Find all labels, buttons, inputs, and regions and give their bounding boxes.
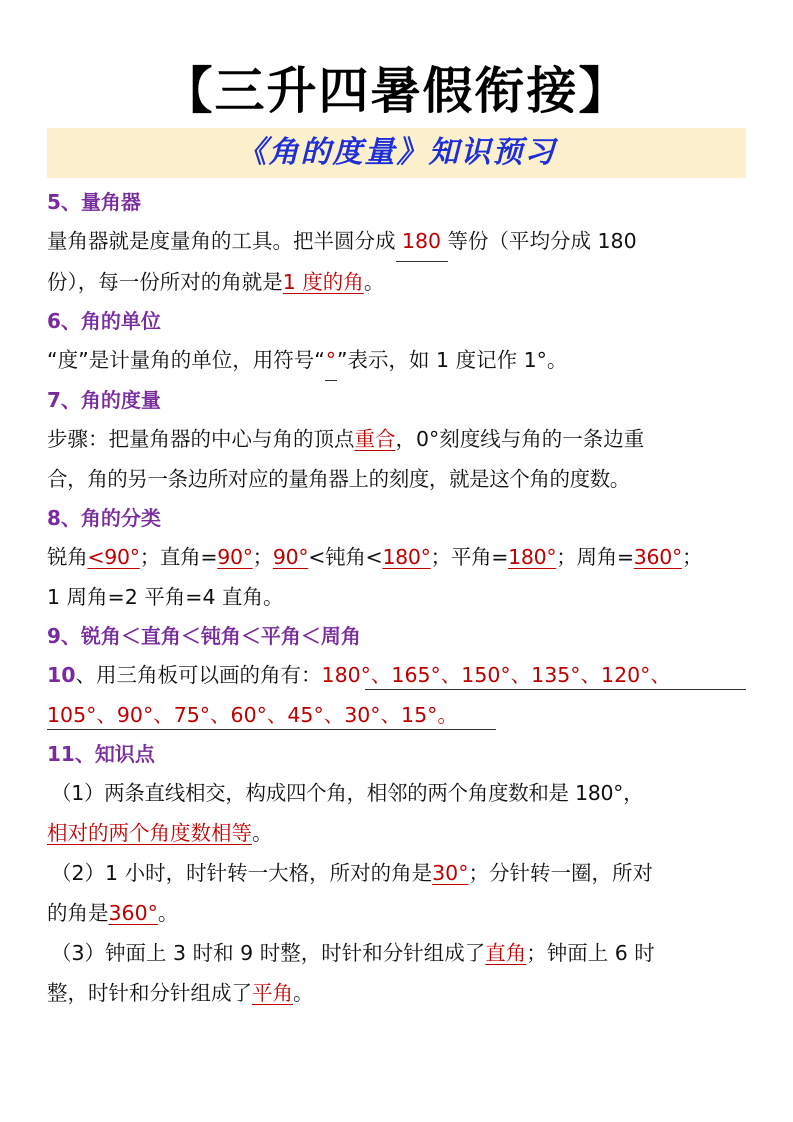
- subtitle-banner: [47, 128, 746, 178]
- page-subtitle: 《角的度量》知识预习: [236, 135, 557, 170]
- answer-blank: 180: [396, 221, 448, 262]
- answer: 90°: [217, 545, 253, 569]
- section-11-item-1-line-1: （1）两条直线相交，构成四个角，相邻的两个角度数和是 180°，: [51, 781, 644, 805]
- answer: 360°: [108, 901, 158, 925]
- answer: 105°、90°、75°、60°、45°、30°、15°。: [47, 703, 458, 727]
- text: 的角是: [47, 901, 109, 925]
- text: ”表示，如 1 度记作 1°。: [336, 348, 568, 372]
- text: 、用三角板可以画的角有：: [75, 663, 322, 687]
- page-title: 【三升四暑假衔接】: [162, 61, 631, 120]
- answer: <90°: [87, 545, 140, 569]
- section-5-heading: 5、量角器: [47, 190, 141, 214]
- content-body: [47, 183, 747, 1013]
- text: 量角器就是度量角的工具。把半圆分成: [47, 229, 396, 253]
- section-8-line-2: 1 周角=2 平角=4 直角。: [47, 585, 284, 609]
- section-7-line-1: [47, 419, 747, 459]
- text: 。: [252, 821, 273, 845]
- text: <钝角<: [308, 545, 383, 569]
- text: 。: [293, 981, 314, 1005]
- answer: 360°: [633, 545, 682, 569]
- section-8-line-1: [47, 537, 747, 577]
- section-7-line-2: 合，角的另一条边所对应的量角器上的刻度，就是这个角的度数。: [47, 467, 630, 491]
- text: ；: [252, 545, 273, 569]
- text: ；分针转一圈，所对: [468, 861, 653, 885]
- section-11-item-2-line-1: [47, 853, 747, 893]
- section-11-heading: 11、知识点: [47, 742, 155, 766]
- section-9-heading: 9、锐角＜直角＜钝角＜平角＜周角: [47, 624, 361, 648]
- text: ；钟面上 6 时: [526, 941, 655, 965]
- answer: 相对的两个角度数相等: [47, 821, 252, 845]
- text: ；平角=: [430, 545, 509, 569]
- answer: 平角: [252, 981, 293, 1005]
- answer-rule: [47, 729, 496, 730]
- answer: 90°: [272, 545, 309, 569]
- section-11-item-2-line-2: [47, 893, 747, 933]
- answer: 30°: [432, 861, 469, 885]
- text: （3）钟面上 3 时和 9 时整，时针和分针组成了: [51, 941, 486, 965]
- text: 锐角: [47, 545, 88, 569]
- answer-rule: [365, 689, 746, 690]
- answer: 直角: [485, 941, 527, 965]
- answer: 180°: [382, 545, 431, 569]
- text: ，0°刻度线与角的一条边重: [395, 427, 645, 451]
- text: 。: [363, 270, 385, 294]
- section-11-item-1-line-2: [47, 813, 747, 853]
- text: 等份（平均分成 180: [447, 229, 637, 253]
- text: 整，时针和分针组成了: [47, 981, 252, 1005]
- text: ；直角=: [139, 545, 218, 569]
- answer: 1 度的角: [282, 270, 364, 294]
- answer: 180°、165°、150°、135°、120°、: [321, 663, 671, 687]
- answer-blank: °: [325, 340, 337, 381]
- text: “度”是计量角的单位，用符号“: [47, 348, 325, 372]
- text: 步骤：把量角器的中心与角的顶点: [47, 427, 355, 451]
- text: ；周角=: [556, 545, 634, 569]
- answer: 重合: [354, 427, 396, 451]
- section-10-line-1: [47, 655, 747, 695]
- section-6-heading: 6、角的单位: [47, 309, 161, 333]
- answer: 180°: [508, 545, 557, 569]
- text: 。: [157, 901, 179, 925]
- text: ；: [681, 545, 703, 569]
- section-11-item-3-line-2: [47, 973, 747, 1013]
- text: 份），每一份所对的角就是: [47, 270, 283, 294]
- section-10-number: 10: [47, 663, 76, 687]
- section-8-heading: 8、角的分类: [47, 506, 161, 530]
- section-10-line-2: [47, 695, 747, 735]
- section-11-item-3-line-1: [47, 933, 747, 973]
- section-7-heading: 7、角的度量: [47, 388, 161, 412]
- section-5-line-1: [47, 221, 747, 262]
- section-5-line-2: [47, 262, 747, 302]
- text: （2）1 小时，时针转一大格，所对的角是: [51, 861, 433, 885]
- section-6-line-1: [47, 340, 747, 381]
